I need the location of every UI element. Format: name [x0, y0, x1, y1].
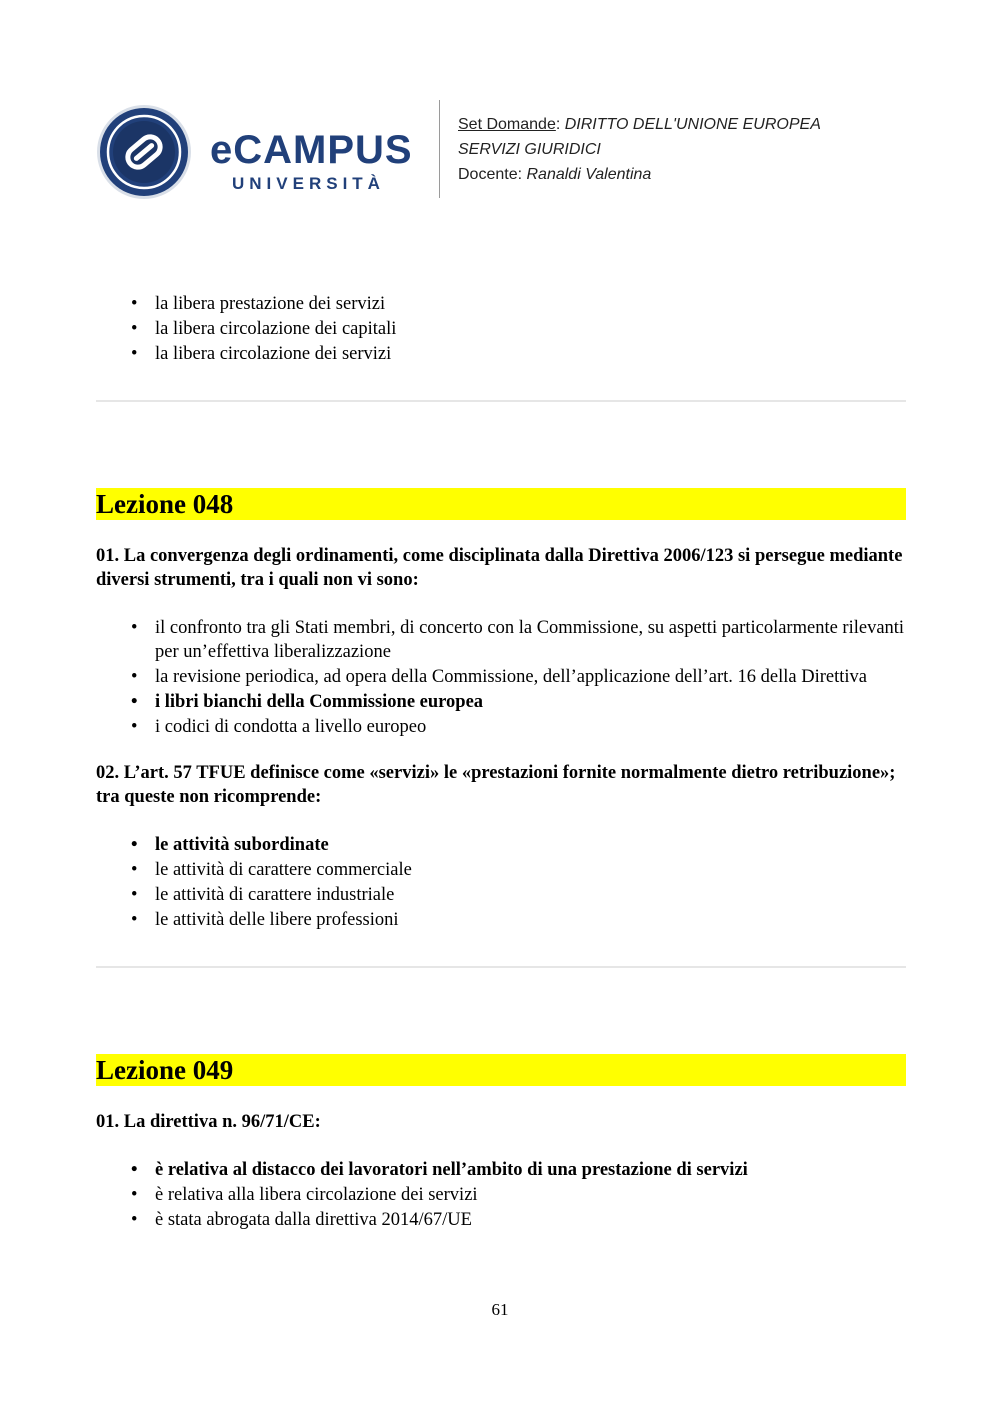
- set-value-2: SERVIZI GIURIDICI: [458, 141, 601, 158]
- lesson-48-question-1: 01. La convergenza degli ordinamenti, come disciplinata dalla Direttiva 2006/123 si persegue mediante diversi strumenti, tra i quali non vi sono:: [96, 546, 903, 590]
- page-number: 61: [491, 1300, 509, 1319]
- list-item: • il confronto tra gli Stati membri, di concerto con la Commissione, su aspetti particolarmente rilevanti per un’effettiva liberalizzazione: [155, 616, 906, 664]
- top-options-list: [96, 292, 906, 366]
- list-item: • la revisione periodica, ad opera della Commissione, dell’applicazione dell’art. 16 della Direttiva: [155, 665, 906, 689]
- list-item: • la libera prestazione dei servizi: [155, 292, 906, 316]
- section-divider: [96, 400, 906, 402]
- brand-main: eCAMPUS: [210, 128, 413, 172]
- lesson-48-heading: Lezione 048: [96, 488, 906, 520]
- set-line: Set Domande: DIRITTO DELL'UNIONE EUROPEA: [458, 116, 821, 133]
- docente-line: [458, 162, 821, 187]
- header-divider: [439, 100, 440, 198]
- list-item: • le attività di carattere commerciale: [155, 858, 906, 882]
- set-label: Set Domande: [458, 116, 556, 133]
- brand-sub: UNIVERSITÀ: [232, 174, 385, 193]
- list-item-correct: • è relativa al distacco dei lavoratori nell’ambito di una prestazione di servizi: [155, 1158, 906, 1182]
- header-meta: [458, 112, 821, 187]
- lesson-49-heading: Lezione 049: [96, 1054, 906, 1086]
- list-item-correct: • le attività subordinate: [155, 833, 906, 857]
- list-item: • i codici di condotta a livello europeo: [155, 715, 906, 739]
- list-item: • è relativa alla libera circolazione dei servizi: [155, 1183, 906, 1207]
- lesson-49-q1-options: [96, 1158, 906, 1232]
- ecampus-wordmark: [210, 130, 413, 194]
- set-value: DIRITTO DELL'UNIONE EUROPEA: [564, 116, 821, 133]
- docente-value: Ranaldi Valentina: [526, 166, 652, 183]
- page-content: [96, 290, 906, 1233]
- lesson-48-question-2: 02. L’art. 57 TFUE definisce come «servizi» le «prestazioni fornite normalmente dietro retribuzione»; tra queste non ricomprende:: [96, 763, 896, 807]
- section-divider: [96, 966, 906, 968]
- lesson-48-q2-options: [96, 833, 906, 932]
- ecampus-seal-logo: [96, 104, 192, 200]
- set-line-2: [458, 137, 821, 162]
- list-item: • le attività delle libere professioni: [155, 908, 906, 932]
- list-item: • la libera circolazione dei capitali: [155, 317, 906, 341]
- list-item: • la libera circolazione dei servizi: [155, 342, 906, 366]
- docente-label: Docente:: [458, 166, 523, 183]
- list-item: • le attività di carattere industriale: [155, 883, 906, 907]
- page-header: [96, 100, 916, 200]
- list-item: • è stata abrogata dalla direttiva 2014/67/UE: [155, 1208, 906, 1232]
- list-item-correct: • i libri bianchi della Commissione europea: [155, 690, 906, 714]
- lesson-49-question-1: 01. La direttiva n. 96/71/CE:: [96, 1112, 321, 1132]
- lesson-48-q1-options: [96, 616, 906, 739]
